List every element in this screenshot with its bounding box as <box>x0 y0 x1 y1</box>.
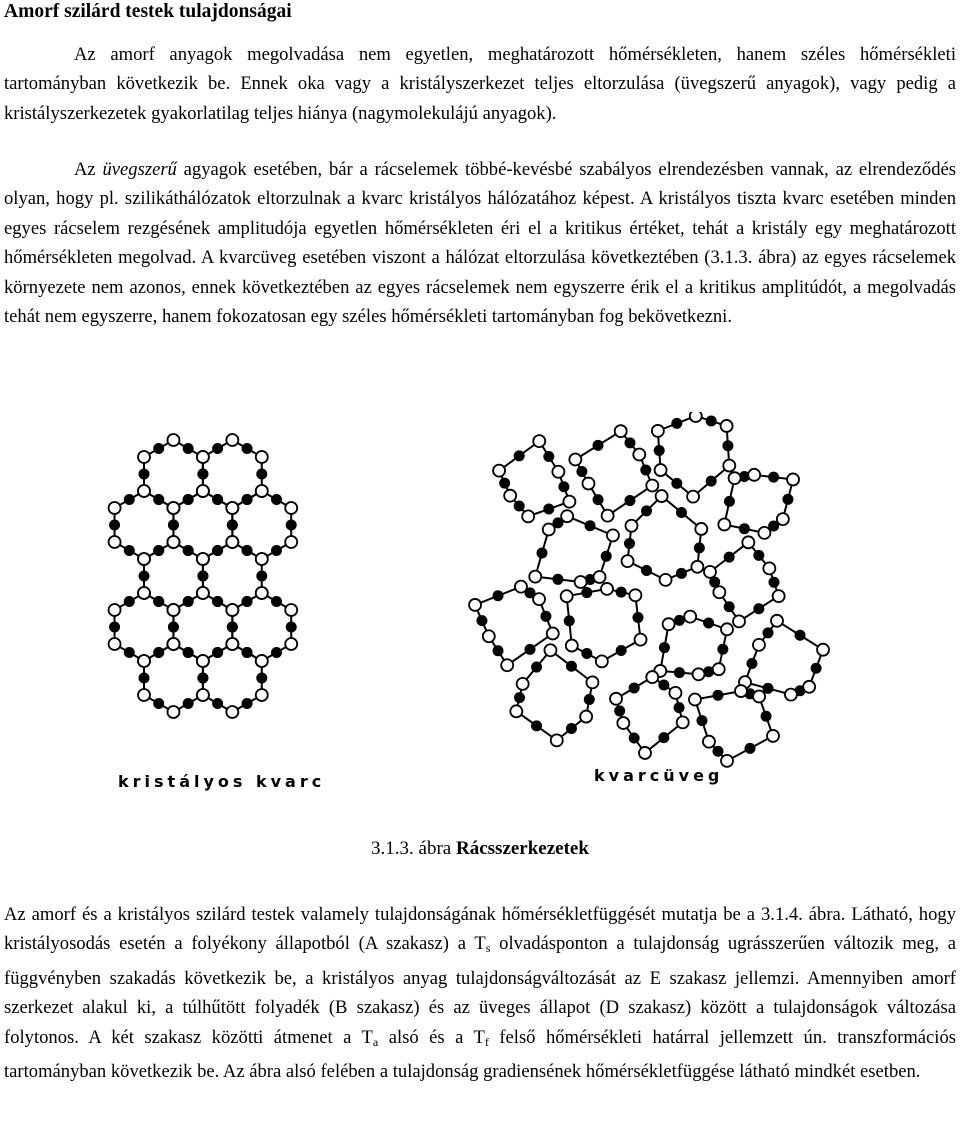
glass-o-atom <box>753 691 765 703</box>
crystal-si-atom <box>256 673 267 684</box>
crystal-si-atom <box>109 520 120 531</box>
crystal-si-atom <box>124 647 135 658</box>
p4-text-3: alsó és a T <box>378 1026 485 1048</box>
crystal-si-atom <box>183 698 194 709</box>
glass-o-atom <box>635 634 647 646</box>
glass-o-atom <box>493 465 505 477</box>
glass-o-atom <box>723 460 735 472</box>
glass-si-atom <box>531 662 542 673</box>
lattice-diagram <box>104 412 857 798</box>
glass-si-atom <box>674 615 685 626</box>
crystal-o-atom <box>138 689 150 701</box>
glass-si-atom <box>706 415 717 426</box>
glass-si-atom <box>524 644 535 655</box>
crystal-o-atom <box>138 655 150 667</box>
glass-o-atom <box>703 736 715 748</box>
glass-o-atom <box>669 687 681 699</box>
crystal-o-atom <box>226 604 238 616</box>
crystal-si-atom <box>256 469 267 480</box>
crystal-o-atom <box>167 706 179 718</box>
crystal-si-atom <box>271 596 282 607</box>
glass-o-atom <box>771 615 783 627</box>
glass-o-atom <box>695 523 707 535</box>
p4-text-2: olvadásponton a tulajdonság ugrásszerűen változik meg, a függvényben szakadás következik be, a kristályos anyag tulajdonságváltozását az E szakasz jellemzi. Amennyiben amorf szerkezet alakul ki, a túlhűtött folyadék (B szakasz) és az üveges állapot (D szakasz) között a tulajdonságok változása folytonos. A két szakasz közötti átmenet a T <box>4 933 957 1048</box>
glass-o-atom <box>663 618 675 630</box>
crystal-si-atom <box>242 545 253 556</box>
crystal-o-atom <box>285 536 297 548</box>
glass-si-atom <box>674 667 685 678</box>
glass-si-atom <box>576 466 587 477</box>
glass-o-atom <box>510 705 522 717</box>
glass-si-atom <box>536 548 547 559</box>
glass-o-atom <box>742 536 754 548</box>
glass-o-atom <box>596 655 608 667</box>
glass-o-atom <box>704 566 716 578</box>
glass-si-atom <box>671 418 682 429</box>
crystal-o-atom <box>285 604 297 616</box>
glass-o-atom <box>586 676 598 688</box>
crystal-o-atom <box>138 451 150 463</box>
glass-o-atom <box>533 435 545 447</box>
glass-o-atom <box>633 448 645 460</box>
crystal-si-atom <box>212 647 223 658</box>
glass-o-atom <box>580 711 592 723</box>
glass-si-atom <box>712 746 723 757</box>
label-quartz-glass: kvarcüveg <box>594 766 724 785</box>
glass-o-atom <box>522 510 534 522</box>
crystal-o-atom <box>197 689 209 701</box>
caption-title: Rácsszerkezetek <box>456 838 589 859</box>
glass-o-atom <box>735 685 747 697</box>
paragraph-2 <box>4 155 956 331</box>
glass-si-atom <box>476 615 487 626</box>
crystal-o-atom <box>256 553 268 565</box>
glass-si-atom <box>768 577 779 588</box>
crystal-si-atom <box>197 469 208 480</box>
glass-o-atom <box>687 491 699 503</box>
glass-o-atom <box>803 681 815 693</box>
glass-o-atom <box>569 453 581 465</box>
crystal-o-atom <box>138 587 150 599</box>
glass-o-atom <box>610 693 622 705</box>
crystal-o-atom <box>138 553 150 565</box>
glass-si-atom <box>753 603 764 614</box>
crystal-si-atom <box>212 698 223 709</box>
crystal-si-atom <box>271 545 282 556</box>
crystal-si-atom <box>183 596 194 607</box>
sub-a: a <box>372 1034 379 1049</box>
crystal-si-atom <box>139 673 150 684</box>
glass-si-atom <box>566 723 577 734</box>
glass-o-atom <box>602 510 614 522</box>
crystal-si-atom <box>183 647 194 658</box>
glass-si-atom <box>654 445 665 456</box>
glass-o-atom <box>533 593 545 605</box>
glass-o-atom <box>582 478 594 490</box>
glass-o-atom <box>690 412 702 422</box>
crystal-si-atom <box>242 647 253 658</box>
glass-o-atom <box>713 663 725 675</box>
glass-si-atom <box>722 440 733 451</box>
crystal-si-atom <box>153 698 164 709</box>
glass-o-atom <box>748 469 760 481</box>
crystal-o-atom <box>285 502 297 514</box>
glass-o-atom <box>773 590 785 602</box>
glass-o-atom <box>469 599 481 611</box>
crystal-si-atom <box>197 571 208 582</box>
crystal-o-atom <box>109 502 121 514</box>
crystal-o-atom <box>226 638 238 650</box>
p4-text-4: felső hőmérsékleti határral jellemzett ún. transzformációs tartományban következik be. Az ábra alsó felében a tulajdonság gradiensének hőmérsékletfüggése látható mindkét esetben. <box>4 1026 956 1083</box>
crystal-si-atom <box>124 545 135 556</box>
glass-o-atom <box>601 583 613 595</box>
crystal-si-atom <box>197 673 208 684</box>
glass-o-atom <box>763 562 775 574</box>
crystal-si-atom <box>242 698 253 709</box>
glass-si-atom <box>641 565 652 576</box>
glass-o-atom <box>625 520 637 532</box>
glass-si-atom <box>514 501 525 512</box>
glass-si-atom <box>762 627 773 638</box>
glass-si-atom <box>514 692 525 703</box>
glass-si-atom <box>614 705 625 716</box>
glass-si-atom <box>724 496 735 507</box>
crystal-si-atom <box>271 647 282 658</box>
glass-o-atom <box>501 659 513 671</box>
glass-o-atom <box>729 472 741 484</box>
glass-o-atom <box>785 689 797 701</box>
section-title: Amorf szilárd testek tulajdonságai <box>4 1 292 22</box>
crystal-o-atom <box>226 434 238 446</box>
sub-s: s <box>485 941 491 956</box>
glass-si-atom <box>671 478 682 489</box>
glass-si-atom <box>493 645 504 656</box>
glass-si-atom <box>499 478 510 489</box>
glass-o-atom <box>817 644 829 656</box>
crystal-si-atom <box>168 520 179 531</box>
glass-o-atom <box>646 480 658 492</box>
glass-o-atom <box>721 623 733 635</box>
glass-o-atom <box>622 555 634 567</box>
glass-si-atom <box>581 587 592 598</box>
crystal-o-atom <box>226 706 238 718</box>
glass-o-atom <box>544 644 556 656</box>
crystal-si-atom <box>212 545 223 556</box>
glass-o-atom <box>787 473 799 485</box>
glass-si-atom <box>703 617 714 628</box>
p2-italic-term: üvegszerű <box>102 159 177 180</box>
crystal-si-atom <box>109 622 120 633</box>
glass-si-atom <box>768 472 779 483</box>
glass-o-atom <box>684 611 696 623</box>
crystal-si-atom <box>153 443 164 454</box>
glass-si-atom <box>566 661 577 672</box>
crystal-o-atom <box>167 502 179 514</box>
crystal-o-atom <box>256 655 268 667</box>
glass-si-atom <box>724 552 735 563</box>
crystal-o-atom <box>167 638 179 650</box>
glass-o-atom <box>646 671 658 683</box>
crystal-o-atom <box>226 536 238 548</box>
crystal-si-atom <box>227 520 238 531</box>
p2-post: agyagok esetében, bár a rácselemek többé-kevésbé szabályos elrendezésben vannak, az elrendeződés olyan, hogy pl. szilikáthálózatok eltorzulnak a kvarc kristályos hálózatához képest. A kristályos tiszta kvarc esetében minden egyes rácselem rezgésének amplitudója egyetlen hőmérsékleten éri el a kritikus értéket, tehát a kristály egy meghatározott hőmérsékleten megolvad. A kvarcüveg esetében viszont a hálózat eltorzulása következtében (3.1.3. ábra) az egyes rácselemek környezete nem azonos, ennek következtében az egyes rácselemek nem egyszerre érik el a kritikus amplitúdót, a megolvadás tehát nem egyszerre, hanem fokozatosan egy széles hőmérsékleti tartományban fog bekövetkezni. <box>4 159 956 328</box>
crystal-o-atom <box>167 604 179 616</box>
glass-o-atom <box>517 678 529 690</box>
crystal-si-atom <box>168 622 179 633</box>
glass-o-atom <box>629 589 641 601</box>
crystal-o-atom <box>197 451 209 463</box>
glass-o-atom <box>721 420 733 432</box>
glass-o-atom <box>677 716 689 728</box>
crystal-o-atom <box>109 604 121 616</box>
crystal-si-atom <box>183 443 194 454</box>
glass-si-atom <box>640 464 651 475</box>
glass-o-atom <box>691 561 703 573</box>
glass-o-atom <box>607 529 619 541</box>
glass-si-atom <box>593 440 604 451</box>
glass-si-atom <box>584 694 595 705</box>
glass-o-atom <box>563 496 575 508</box>
glass-si-atom <box>696 715 707 726</box>
glass-o-atom <box>566 640 578 652</box>
glass-si-atom <box>811 663 822 674</box>
glass-si-atom <box>543 451 554 462</box>
crystal-o-atom <box>197 655 209 667</box>
glass-o-atom <box>561 590 573 602</box>
glass-o-atom <box>547 628 559 640</box>
glass-si-atom <box>795 630 806 641</box>
glass-o-atom <box>718 518 730 530</box>
glass-si-atom <box>694 542 705 553</box>
crystal-si-atom <box>139 571 150 582</box>
glass-o-atom <box>753 639 765 651</box>
crystal-si-atom <box>124 494 135 505</box>
glass-o-atom <box>639 747 651 759</box>
glass-o-atom <box>552 466 564 478</box>
glass-o-atom <box>615 425 627 437</box>
glass-o-atom <box>655 464 667 476</box>
glass-si-atom <box>739 523 750 534</box>
crystal-si-atom <box>286 622 297 633</box>
crystal-o-atom <box>138 485 150 497</box>
glass-o-atom <box>767 730 779 742</box>
glass-si-atom <box>624 437 635 448</box>
glass-si-atom <box>658 679 669 690</box>
crystal-o-atom <box>197 553 209 565</box>
glass-o-atom <box>543 523 555 535</box>
glass-o-atom <box>483 630 495 642</box>
glass-si-atom <box>629 682 640 693</box>
glass-si-atom <box>761 711 772 722</box>
glass-o-atom <box>660 574 672 586</box>
glass-o-atom <box>777 513 789 525</box>
crystal-si-atom <box>139 469 150 480</box>
crystal-o-atom <box>109 536 121 548</box>
glass-o-atom <box>652 425 664 437</box>
glass-o-atom <box>713 586 725 598</box>
glass-si-atom <box>585 520 596 531</box>
crystal-si-atom <box>183 545 194 556</box>
glass-si-atom <box>659 642 670 653</box>
glass-o-atom <box>689 693 701 705</box>
glass-si-atom <box>593 494 604 505</box>
glass-si-atom <box>552 574 563 585</box>
crystal-si-atom <box>153 494 164 505</box>
glass-si-atom <box>558 481 569 492</box>
glass-si-atom <box>717 644 728 655</box>
crystal-o-atom <box>256 689 268 701</box>
crystal-si-atom <box>153 596 164 607</box>
glass-o-atom <box>504 490 516 502</box>
crystal-si-atom <box>153 545 164 556</box>
glass-o-atom <box>617 717 629 729</box>
crystal-si-atom <box>271 494 282 505</box>
glass-si-atom <box>624 495 635 506</box>
crystal-o-atom <box>109 638 121 650</box>
glass-si-atom <box>782 494 793 505</box>
glass-si-atom <box>540 611 551 622</box>
glass-si-atom <box>624 538 635 549</box>
glass-o-atom <box>594 571 606 583</box>
glass-o-atom <box>693 668 705 680</box>
glass-si-atom <box>745 743 756 754</box>
crystal-si-atom <box>242 494 253 505</box>
crystal-o-atom <box>197 485 209 497</box>
label-crystalline-quartz: kristályos kvarc <box>118 772 326 791</box>
paragraph-1: Az amorf anyagok megolvadása nem egyetlen, meghatározott hőmérsékleten, hanem széles hőmérsékleti tartományban következik be. Ennek oka vagy a kristályszerkezet teljes eltorzulása (üvegszerű anyagok), vagy pedig a kristályszerkezetek gyakorlatilag teljes hiánya (nagymolekulájú anyagok). <box>4 44 956 124</box>
crystal-si-atom <box>286 520 297 531</box>
crystal-si-atom <box>183 494 194 505</box>
glass-si-atom <box>629 733 640 744</box>
figure-caption <box>0 838 960 860</box>
crystal-o-atom <box>167 536 179 548</box>
crystal-si-atom <box>212 596 223 607</box>
crystal-si-atom <box>256 571 267 582</box>
glass-si-atom <box>712 690 723 701</box>
glass-o-atom <box>575 576 587 588</box>
glass-si-atom <box>581 648 592 659</box>
glass-si-atom <box>753 550 764 561</box>
glass-si-atom <box>601 551 612 562</box>
lattice-figure <box>104 412 857 798</box>
glass-o-atom <box>551 734 563 746</box>
glass-si-atom <box>724 601 735 612</box>
glass-o-atom <box>529 571 541 583</box>
glass-si-atom <box>531 720 542 731</box>
glass-si-atom <box>676 568 687 579</box>
crystal-si-atom <box>242 443 253 454</box>
glass-si-atom <box>641 505 652 516</box>
crystal-si-atom <box>227 622 238 633</box>
crystal-si-atom <box>242 596 253 607</box>
glass-si-atom <box>564 615 575 626</box>
glass-o-atom <box>758 527 770 539</box>
crystal-si-atom <box>124 596 135 607</box>
crystal-o-atom <box>197 587 209 599</box>
p4-text-1: Az amorf és a kristályos szilárd testek valamely tulajdonságának hőmérsékletfüggését mutatja be a 3.1.4. ábra. Látható, hogy kristályosodás esetén a folyékony állapotból (A szakasz) a T <box>4 904 956 955</box>
crystal-o-atom <box>256 451 268 463</box>
crystal-o-atom <box>226 502 238 514</box>
crystal-o-atom <box>285 638 297 650</box>
glass-si-atom <box>632 612 643 623</box>
glass-si-atom <box>543 504 554 515</box>
glass-o-atom <box>656 490 668 502</box>
paragraph-3 <box>4 900 956 1086</box>
glass-o-atom <box>733 615 745 627</box>
sub-f: f <box>484 1034 489 1049</box>
crystal-si-atom <box>153 647 164 658</box>
p2-pre: Az <box>74 159 103 180</box>
crystal-si-atom <box>212 494 223 505</box>
crystal-si-atom <box>212 443 223 454</box>
glass-si-atom <box>674 702 685 713</box>
glass-si-atom <box>746 658 757 669</box>
glass-si-atom <box>492 590 503 601</box>
glass-si-atom <box>616 645 627 656</box>
glass-si-atom <box>706 476 717 487</box>
glass-si-atom <box>658 732 669 743</box>
glass-si-atom <box>676 507 687 518</box>
glass-o-atom <box>561 510 573 522</box>
crystal-o-atom <box>256 485 268 497</box>
glass-si-atom <box>616 587 627 598</box>
crystal-o-atom <box>256 587 268 599</box>
caption-number: 3.1.3. ábra <box>371 838 456 859</box>
glass-si-atom <box>514 450 525 461</box>
glass-o-atom <box>515 581 527 593</box>
crystal-o-atom <box>167 434 179 446</box>
